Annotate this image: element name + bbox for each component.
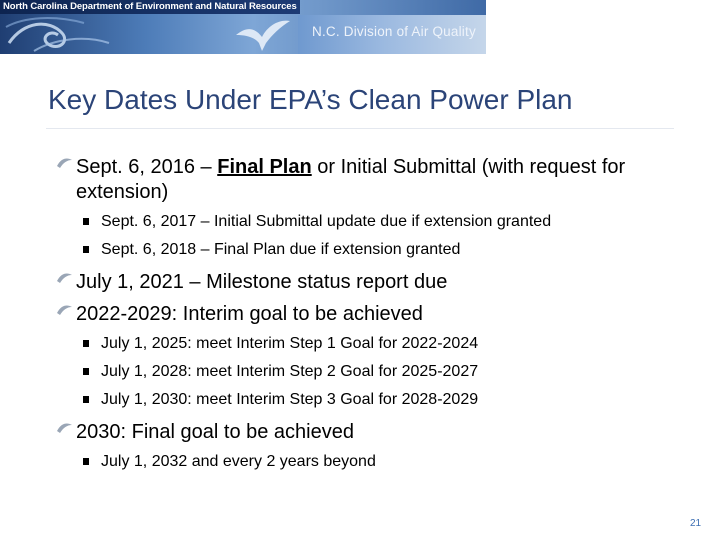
square-bullet-icon xyxy=(83,458,89,465)
org-name: North Carolina Department of Environment and Natural Resources xyxy=(3,1,297,12)
bullet-milestone xyxy=(56,270,666,295)
square-bullet-icon xyxy=(83,396,89,403)
subbullet-text: July 1, 2025: meet Interim Step 1 Goal for 2022-2024 xyxy=(101,335,479,352)
bullet-final-goal xyxy=(56,420,666,445)
subbullet xyxy=(56,362,666,382)
bullet-text: 2022-2029: Interim goal to be achieved xyxy=(76,303,423,325)
subbullet xyxy=(56,334,666,354)
header-banner xyxy=(0,0,486,54)
subbullet xyxy=(56,452,666,472)
subbullet-text: July 1, 2028: meet Interim Step 2 Goal for 2025-2027 xyxy=(101,363,479,380)
division-name: N.C. Division of Air Quality xyxy=(312,24,476,39)
bullet-interim-goal xyxy=(56,302,666,327)
bullet-text-prefix: Sept. 6, 2016 – xyxy=(76,156,218,178)
bird-icon xyxy=(232,15,292,54)
subbullet xyxy=(56,390,666,410)
slide-title: Key Dates Under EPA’s Clean Power Plan xyxy=(48,84,573,115)
subbullet xyxy=(56,240,666,260)
square-bullet-icon xyxy=(83,218,89,225)
bullet-text: July 1, 2021 – Milestone status report due xyxy=(76,271,448,293)
bullet-swoosh-icon xyxy=(56,271,73,285)
square-bullet-icon xyxy=(83,340,89,347)
subbullet-text: July 1, 2030: meet Interim Step 3 Goal for 2028-2029 xyxy=(101,391,479,408)
bullet-text: 2030: Final goal to be achieved xyxy=(76,421,354,443)
title-divider xyxy=(46,128,674,129)
subbullet-text: Sept. 6, 2017 – Initial Submittal update due if extension granted xyxy=(101,213,552,230)
bullet-swoosh-icon xyxy=(56,156,73,170)
square-bullet-icon xyxy=(83,368,89,375)
org-name-strip xyxy=(0,0,300,14)
subbullet-text: July 1, 2032 and every 2 years beyond xyxy=(101,453,376,470)
slide-body xyxy=(56,155,666,480)
square-bullet-icon xyxy=(83,246,89,253)
bullet-swoosh-icon xyxy=(56,421,73,435)
subbullet xyxy=(56,212,666,232)
subbullet-text: Sept. 6, 2018 – Final Plan due if extension granted xyxy=(101,241,461,258)
bullet-swoosh-icon xyxy=(56,303,73,317)
final-plan-emphasis: Final Plan xyxy=(217,156,312,178)
bullet-final-plan xyxy=(56,155,666,205)
wind-swirl-icon xyxy=(4,13,114,54)
bullet-text-suffix: or Initial Submittal (with request for extension) xyxy=(76,156,626,203)
page-number: 21 xyxy=(690,518,702,529)
